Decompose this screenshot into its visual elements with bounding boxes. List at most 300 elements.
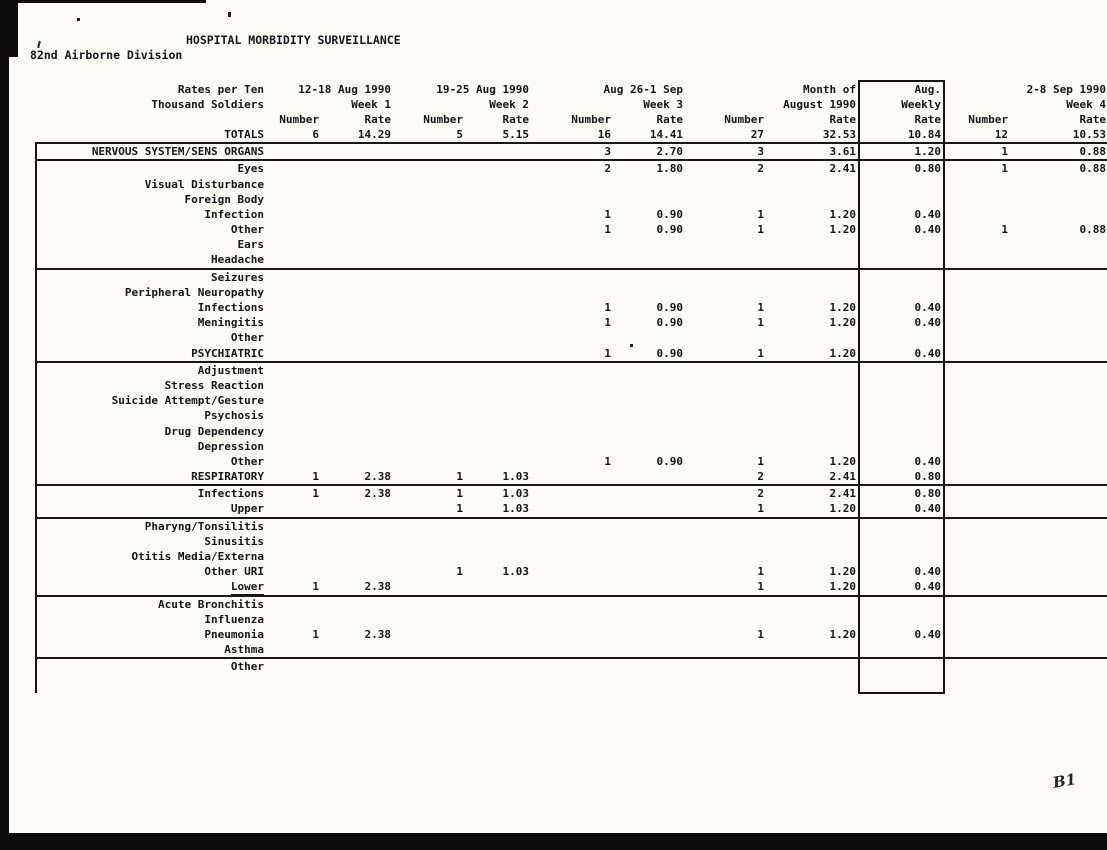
cell-week4_rate xyxy=(1010,454,1107,469)
aug-weekly-rate-header-line1: Aug. xyxy=(859,81,944,97)
cell-month_number: 2 xyxy=(757,162,765,176)
cell-month_rate xyxy=(766,269,859,285)
filler-row xyxy=(36,675,1107,693)
week3-label: Week 3 xyxy=(643,97,684,111)
cell-week3_rate xyxy=(613,424,685,439)
week2-label: Week 2 xyxy=(489,97,529,111)
table-row xyxy=(36,285,1107,300)
cell-month_rate xyxy=(766,439,859,454)
cell-month_rate xyxy=(766,393,859,408)
cell-week4_number xyxy=(944,642,1010,658)
table-row xyxy=(36,612,1107,627)
cell-week3_rate: 0.90 xyxy=(656,207,684,221)
cell-month_number: 1 xyxy=(757,301,765,315)
cell-month_number xyxy=(685,285,766,300)
cell-week2_number xyxy=(393,177,465,192)
cell-week2_rate xyxy=(465,300,531,315)
cell-week3_rate: 0.90 xyxy=(656,454,684,468)
cell-week3_number xyxy=(531,549,613,564)
cell-week1_number xyxy=(266,564,321,579)
cell-week4_number xyxy=(944,253,1010,269)
cell-aug_weekly_rate xyxy=(859,424,944,439)
cell-week2_rate xyxy=(465,143,531,160)
cell-week4_number xyxy=(944,269,1010,285)
cell-week1_number: 1 xyxy=(312,627,319,641)
cell-week1_number: 6 xyxy=(266,127,321,143)
cell-week2_number xyxy=(393,253,465,269)
row-label: Infections xyxy=(36,485,266,501)
cell-month_rate xyxy=(766,518,859,534)
cell-week1_rate xyxy=(321,518,393,534)
cell-week4_rate xyxy=(1010,177,1107,192)
cell-week3_number xyxy=(531,469,613,485)
cell-week3_number xyxy=(531,393,613,408)
table-row xyxy=(36,424,1107,439)
cell-aug_weekly_rate xyxy=(859,642,944,658)
week1-dates: 12-18 Aug 1990 xyxy=(298,82,391,96)
cell-week4_rate xyxy=(1010,253,1107,269)
cell-aug_weekly_rate xyxy=(859,177,944,192)
week1-number-header: Number xyxy=(279,112,319,126)
morbidity-table xyxy=(35,80,1107,694)
cell-month_number: 1 xyxy=(757,223,765,237)
cell-month_number: 1 xyxy=(685,502,766,518)
row-label: Suicide Attempt/Gesture xyxy=(36,393,266,408)
cell-week4_rate xyxy=(1010,192,1107,207)
cell-week4_number xyxy=(944,300,1010,315)
cell-week4_number xyxy=(944,346,1010,362)
cell-week2_rate xyxy=(465,627,531,642)
cell-aug_weekly_rate xyxy=(859,439,944,454)
filler-cell xyxy=(465,675,531,693)
cell-week4_number xyxy=(944,627,1010,642)
cell-week2_number: 5 xyxy=(393,127,465,143)
aug-weekly-rate-header-line2: Weekly xyxy=(859,97,944,112)
week3-rate-header: Rate xyxy=(656,112,684,126)
table-body xyxy=(36,127,1107,693)
cell-aug_weekly_rate xyxy=(859,192,944,207)
cell-week4_rate xyxy=(1010,596,1107,612)
filler-cell xyxy=(266,675,321,693)
table-row xyxy=(36,549,1107,564)
cell-month_number: 1 xyxy=(685,579,766,595)
cell-week1_rate xyxy=(321,393,393,408)
rates-note-line1: Rates per Ten xyxy=(177,82,264,96)
table-row xyxy=(36,346,1107,362)
header-row-number-rate xyxy=(36,112,1107,127)
cell-week3_rate xyxy=(613,485,685,501)
cell-week2_rate xyxy=(465,315,531,330)
cell-week1_rate xyxy=(321,596,393,612)
cell-week1_rate xyxy=(321,658,393,674)
cell-week1_rate xyxy=(321,642,393,658)
cell-month_number xyxy=(685,518,766,534)
cell-week1_rate xyxy=(321,502,393,518)
cell-month_rate: 2.41 xyxy=(829,487,857,501)
cell-week4_number xyxy=(944,579,1010,595)
cell-week4_rate xyxy=(1010,285,1107,300)
row-label-text: Lower xyxy=(230,580,264,594)
cell-aug_weekly_rate xyxy=(859,518,944,534)
week2-number-header: Number xyxy=(423,112,463,126)
rates-note-line2: Thousand Soldiers xyxy=(151,97,264,111)
cell-week1_rate xyxy=(321,253,393,269)
cell-week2_number xyxy=(393,378,465,393)
cell-month_number xyxy=(685,393,766,408)
cell-month_rate: 1.20 xyxy=(829,316,857,330)
cell-week4_rate xyxy=(1010,627,1107,642)
cell-week4_number xyxy=(944,612,1010,627)
filler-cell xyxy=(766,675,859,693)
cell-week3_number: 1 xyxy=(531,346,613,362)
table-row xyxy=(36,564,1107,579)
cell-week4_number: 12 xyxy=(944,127,1010,143)
table-row xyxy=(36,253,1107,269)
row-label: Peripheral Neuropathy xyxy=(36,285,266,300)
table-row xyxy=(36,237,1107,252)
cell-week3_number xyxy=(531,362,613,378)
cell-week1_rate xyxy=(321,612,393,627)
cell-month_rate: 1.20 xyxy=(829,454,857,468)
row-label-text: PSYCHIATRIC xyxy=(191,346,264,360)
cell-week3_rate xyxy=(613,579,685,595)
row-label: Sinusitis xyxy=(36,534,266,549)
cell-week4_number xyxy=(944,564,1010,579)
week1-rate-header: Rate xyxy=(364,112,391,126)
cell-week3_rate xyxy=(613,269,685,285)
empty-header-cell xyxy=(36,112,266,127)
cell-month_number: 1 xyxy=(757,565,765,579)
cell-month_number: 27 xyxy=(685,127,766,143)
cell-week2_number xyxy=(393,518,465,534)
row-label: Meningitis xyxy=(36,315,266,330)
row-label: Drug Dependency xyxy=(36,424,266,439)
cell-aug_weekly_rate xyxy=(859,408,944,423)
cell-week4_number xyxy=(944,285,1010,300)
table-header xyxy=(36,81,1107,127)
cell-week1_number xyxy=(266,408,321,423)
cell-week4_rate xyxy=(1010,269,1107,285)
cell-month_number xyxy=(685,237,766,252)
cell-week1_rate xyxy=(321,564,393,579)
cell-month_number xyxy=(685,642,766,658)
cell-week1_number xyxy=(266,362,321,378)
cell-month_rate: 1.20 xyxy=(829,223,857,237)
cell-week2_rate xyxy=(465,222,531,237)
cell-month_rate: 2.41 xyxy=(766,469,859,485)
cell-week4_number xyxy=(944,378,1010,393)
cell-week1_number: 1 xyxy=(266,579,321,595)
table-row xyxy=(36,222,1107,237)
cell-week1_number: 1 xyxy=(266,469,321,485)
cell-week2_number: 1 xyxy=(393,502,465,518)
cell-week2_rate xyxy=(465,330,531,345)
cell-week2_number xyxy=(393,612,465,627)
week2-dates: 19-25 Aug 1990 xyxy=(436,82,529,96)
filler-cell xyxy=(685,675,766,693)
cell-week3_number xyxy=(531,237,613,252)
row-label: Acute Bronchitis xyxy=(36,596,266,612)
table-row xyxy=(36,579,1107,595)
cell-week3_rate xyxy=(613,564,685,579)
row-label xyxy=(36,579,266,595)
cell-week1_rate xyxy=(321,285,393,300)
cell-month_number xyxy=(685,192,766,207)
week4-rate-header: Rate xyxy=(1079,112,1107,126)
cell-month_rate: 2.41 xyxy=(829,162,857,176)
row-label: Eyes xyxy=(36,160,266,176)
cell-month_rate xyxy=(766,378,859,393)
cell-week3_number: 16 xyxy=(531,127,613,143)
cell-week1_rate xyxy=(321,424,393,439)
cell-month_number xyxy=(685,439,766,454)
cell-week4_rate xyxy=(1010,408,1107,423)
table-row xyxy=(36,658,1107,674)
aug-weekly-rate-header-line3: Rate xyxy=(859,112,944,127)
cell-week2_rate: 1.03 xyxy=(465,502,531,518)
cell-week3_rate xyxy=(613,253,685,269)
cell-week4_number xyxy=(944,439,1010,454)
cell-week2_number xyxy=(393,300,465,315)
cell-week2_rate: 5.15 xyxy=(465,127,531,143)
cell-week2_rate xyxy=(465,269,531,285)
table-row xyxy=(36,378,1107,393)
cell-week2_rate xyxy=(465,346,531,362)
row-label: Otitis Media/Externa xyxy=(36,549,266,564)
cell-aug_weekly_rate: 0.40 xyxy=(859,454,944,469)
cell-week2_rate xyxy=(465,253,531,269)
cell-aug_weekly_rate: 0.40 xyxy=(859,564,944,579)
table-row xyxy=(36,534,1107,549)
cell-aug_weekly_rate: 0.40 xyxy=(859,579,944,595)
cell-week2_rate xyxy=(465,642,531,658)
cell-week2_number: 1 xyxy=(456,487,463,501)
cell-week3_number xyxy=(531,642,613,658)
cell-week1_rate xyxy=(321,330,393,345)
cell-week3_rate xyxy=(613,192,685,207)
cell-week1_rate xyxy=(321,362,393,378)
cell-week3_number xyxy=(531,439,613,454)
cell-week2_number xyxy=(393,160,465,176)
cell-week2_number xyxy=(393,424,465,439)
week3-number-header: Number xyxy=(571,112,611,126)
cell-week2_rate xyxy=(465,393,531,408)
cell-week3_number xyxy=(531,424,613,439)
cell-week3_rate xyxy=(613,439,685,454)
cell-week3_rate: 2.70 xyxy=(613,143,685,160)
cell-week2_rate xyxy=(465,518,531,534)
cell-week1_number xyxy=(266,222,321,237)
cell-week3_rate: 0.90 xyxy=(656,223,684,237)
cell-week4_rate xyxy=(1010,485,1107,501)
table-row xyxy=(36,300,1107,315)
cell-month_number: 1 xyxy=(685,346,766,362)
month-label: August 1990 xyxy=(783,97,857,111)
cell-month_rate xyxy=(766,549,859,564)
cell-week3_rate xyxy=(613,330,685,345)
cell-week3_number: 1 xyxy=(604,223,611,237)
cell-week1_number xyxy=(266,177,321,192)
cell-week2_number xyxy=(393,269,465,285)
cell-month_number xyxy=(685,534,766,549)
table-row xyxy=(36,269,1107,285)
row-label: Other xyxy=(36,330,266,345)
cell-week3_number xyxy=(531,269,613,285)
cell-week4_rate xyxy=(1010,378,1107,393)
cell-month_rate: 1.20 xyxy=(766,346,859,362)
cell-week2_rate xyxy=(465,424,531,439)
cell-week1_rate xyxy=(321,207,393,222)
cell-week1_rate: 2.38 xyxy=(321,579,393,595)
cell-week1_number xyxy=(266,454,321,469)
cell-week2_rate xyxy=(465,549,531,564)
cell-week4_rate: 0.88 xyxy=(1079,223,1107,237)
cell-week1_rate xyxy=(321,143,393,160)
cell-month_rate: 32.53 xyxy=(766,127,859,143)
cell-week1_rate xyxy=(321,269,393,285)
cell-week3_rate xyxy=(613,549,685,564)
cell-month_rate xyxy=(766,285,859,300)
cell-week4_number xyxy=(944,315,1010,330)
cell-week2_number xyxy=(393,362,465,378)
totals-label-text: TOTALS xyxy=(224,127,264,141)
cell-week4_number xyxy=(944,362,1010,378)
month-rate-header: Rate xyxy=(829,112,857,126)
cell-week2_rate xyxy=(465,207,531,222)
cell-aug_weekly_rate: 0.40 xyxy=(859,315,944,330)
cell-aug_weekly_rate xyxy=(859,549,944,564)
cell-week3_number: 3 xyxy=(531,143,613,160)
table-row xyxy=(36,207,1107,222)
cell-week1_rate xyxy=(321,160,393,176)
cell-week1_rate xyxy=(321,439,393,454)
month-number-header: Number xyxy=(724,112,765,126)
cell-week3_rate: 14.41 xyxy=(613,127,685,143)
cell-week3_number xyxy=(531,518,613,534)
row-label xyxy=(36,346,266,362)
cell-week3_number: 1 xyxy=(604,454,611,468)
week4-number-header: Number xyxy=(968,112,1009,126)
cell-week3_number: 1 xyxy=(604,301,611,315)
cell-week3_number xyxy=(531,408,613,423)
cell-week1_rate: 2.38 xyxy=(364,627,391,641)
totals-label xyxy=(36,127,266,143)
cell-month_number xyxy=(685,378,766,393)
table-row xyxy=(36,454,1107,469)
cell-week2_number xyxy=(393,222,465,237)
cell-week2_number xyxy=(393,408,465,423)
cell-week4_number xyxy=(944,424,1010,439)
cell-week2_number xyxy=(393,207,465,222)
cell-week4_rate xyxy=(1010,237,1107,252)
cell-week1_rate xyxy=(321,378,393,393)
table-row xyxy=(36,627,1107,642)
cell-month_rate: 1.20 xyxy=(766,579,859,595)
month-header: Month of xyxy=(803,82,857,96)
cell-week2_rate xyxy=(465,362,531,378)
week1-label: Week 1 xyxy=(351,97,391,111)
cell-week3_rate xyxy=(613,177,685,192)
cell-week1_rate xyxy=(321,192,393,207)
filler-cell xyxy=(613,675,685,693)
filler-cell xyxy=(393,675,465,693)
cell-week2_number xyxy=(393,285,465,300)
cell-week4_rate xyxy=(1010,315,1107,330)
cell-week3_number xyxy=(531,485,613,501)
table-row xyxy=(36,192,1107,207)
cell-month_rate xyxy=(766,596,859,612)
cell-week3_rate: 0.90 xyxy=(656,301,684,315)
scan-edge-top xyxy=(0,0,206,3)
cell-week1_number xyxy=(266,439,321,454)
cell-aug_weekly_rate xyxy=(859,612,944,627)
cell-week4_number xyxy=(944,330,1010,345)
row-label: Other xyxy=(36,222,266,237)
cell-month_number: 3 xyxy=(685,143,766,160)
cell-week1_number xyxy=(266,315,321,330)
table-row xyxy=(36,439,1107,454)
cell-month_number: 1 xyxy=(757,316,765,330)
cell-week4_rate xyxy=(1010,612,1107,627)
cell-month_rate xyxy=(766,362,859,378)
cell-month_rate xyxy=(766,177,859,192)
row-label-text: RESPIRATORY xyxy=(191,470,264,484)
cell-month_number xyxy=(685,424,766,439)
row-label: Depression xyxy=(36,439,266,454)
cell-week1_number xyxy=(266,612,321,627)
cell-week1_number xyxy=(266,346,321,362)
cell-week4_rate xyxy=(1010,469,1107,485)
cell-aug_weekly_rate xyxy=(859,596,944,612)
cell-week1_rate xyxy=(321,534,393,549)
cell-week2_number xyxy=(393,192,465,207)
cell-month_number xyxy=(685,596,766,612)
cell-week4_rate: 0.88 xyxy=(1010,143,1107,160)
cell-week1_number xyxy=(266,160,321,176)
cell-month_rate xyxy=(766,237,859,252)
cell-week2_rate xyxy=(465,658,531,674)
cell-week2_number xyxy=(393,642,465,658)
cell-week1_number xyxy=(266,300,321,315)
cell-month_number: 2 xyxy=(685,469,766,485)
cell-month_number: 1 xyxy=(757,454,765,468)
cell-week3_rate xyxy=(613,378,685,393)
row-label: Other xyxy=(36,454,266,469)
cell-week4_number xyxy=(944,192,1010,207)
cell-week4_number xyxy=(944,237,1010,252)
table-row xyxy=(36,362,1107,378)
row-label: Adjustment xyxy=(36,362,266,378)
cell-week3_number xyxy=(531,627,613,642)
cell-week3_rate xyxy=(613,658,685,674)
cell-week2_number xyxy=(393,393,465,408)
row-label: Other xyxy=(36,658,266,674)
table-row xyxy=(36,160,1107,176)
table-row xyxy=(36,485,1107,501)
cell-aug_weekly_rate: 0.40 xyxy=(859,207,944,222)
cell-month_rate xyxy=(766,192,859,207)
cell-week3_rate xyxy=(613,612,685,627)
cell-aug_weekly_rate xyxy=(859,378,944,393)
scan-edge-bottom xyxy=(0,833,1107,850)
cell-week1_number xyxy=(266,285,321,300)
cell-week1_rate xyxy=(321,454,393,469)
cell-aug_weekly_rate: 0.80 xyxy=(859,160,944,176)
cell-week4_rate xyxy=(1010,424,1107,439)
filler-cell xyxy=(321,675,393,693)
cell-week4_number xyxy=(944,534,1010,549)
cell-aug_weekly_rate: 0.40 xyxy=(859,300,944,315)
